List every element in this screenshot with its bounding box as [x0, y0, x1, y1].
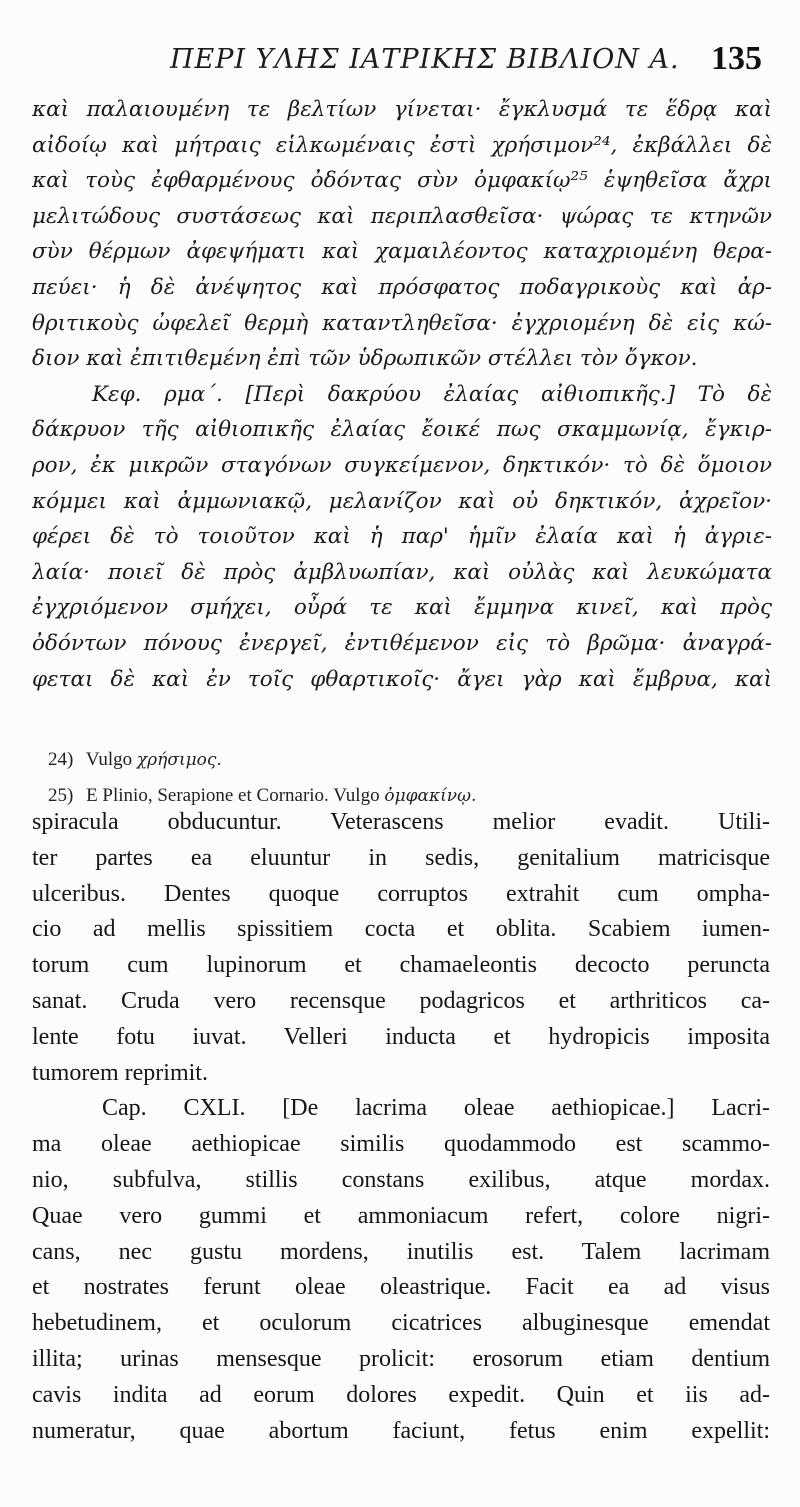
running-head: [150, 40, 762, 80]
greek-line: λαία· ποιεῖ δὲ πρὸς ἀμβλυωπίαν, καὶ οὐλὰς καὶ λευκώματα: [32, 559, 772, 585]
latin-line: tumorem reprimit.: [32, 1059, 208, 1086]
latin-line: numeratur, quae abortum faciunt, fetus enim expellit:: [32, 1417, 770, 1444]
greek-line: ρον, ἐκ μικρῶν σταγόνων συγκείμενον, δηκτικόν· τὸ δὲ ὅμοιον: [32, 452, 772, 478]
latin-line: cio ad mellis spissitiem cocta et oblita. Scabiem iumen-: [32, 916, 770, 943]
greek-text-block: [32, 92, 772, 697]
greek-line: θριτικοὺς ὠφελεῖ θερμὴ καταντληθεῖσα· ἐγχριομένη δὲ εἰς κώ-: [32, 310, 772, 336]
latin-line: cans, nec gustu mordens, inutilis est. Talem lacrimam: [32, 1238, 770, 1265]
latin-text-block: [32, 805, 770, 1449]
latin-line: illita; urinas mensesque prolicit: erosorum etiam dentium: [32, 1345, 770, 1372]
footnote-text: Vulgo: [85, 749, 133, 770]
latin-line: lente fotu iuvat. Velleri inducta et hydropicis imposita: [32, 1023, 770, 1050]
footnote-number: 24): [48, 749, 74, 770]
greek-line: πεύει· ἡ δὲ ἀνέψητος καὶ πρόσφατος ποδαγρικοὺς καὶ ἀρ-: [32, 274, 772, 300]
footnote-greek: ὀμφακίνῳ.: [384, 786, 477, 806]
greek-chapter-heading-line: Κεφ. ρμα΄. [Περὶ δακρύου ἐλαίας αἰθιοπικῆς.] Τὸ δὲ: [92, 381, 772, 407]
footnote-24: [48, 742, 768, 778]
greek-line: καὶ παλαιουμένη τε βελτίων γίνεται· ἔγκλυσμά τε ἕδρᾳ καὶ: [32, 97, 772, 122]
page-number: 135: [711, 40, 762, 77]
latin-line: ulceribus. Dentes quoque corruptos extrahit cum ompha-: [32, 880, 770, 907]
footnote-text: E Plinio, Serapione et Cornario. Vulgo: [86, 785, 380, 806]
footnote-number: 25): [48, 785, 74, 806]
latin-line: cavis indita ad eorum dolores expedit. Quin et iis ad-: [32, 1381, 770, 1408]
greek-line: αἰδοίῳ καὶ μήτραις εἱλκωμέναις ἐστὶ χρήσιμον²⁴, ἐκβάλλει δὲ: [32, 132, 772, 158]
greek-line: καὶ τοὺς ἐφθαρμένους ὀδόντας σὺν ὀμφακίῳ²⁵ ἑψηθεῖσα ἄχρι: [32, 168, 772, 194]
greek-line: φεται δὲ καὶ ἐν τοῖς φθαρτικοῖς· ἄγει γὰρ καὶ ἔμβρυα, καὶ: [32, 666, 772, 692]
latin-line: nio, subfulva, stillis constans exilibus, atque mordax.: [32, 1166, 770, 1193]
latin-line: ter partes ea eluuntur in sedis, genitalium matricisque: [32, 844, 770, 871]
greek-line: κόμμει καὶ ἀμμωνιακῷ, μελανίζον καὶ οὐ δηκτικόν, ἀχρεῖον·: [32, 488, 772, 514]
greek-line: σὺν θέρμων ἀφεψήματι καὶ χαμαιλέοντος καταχριομένη θερα-: [32, 239, 772, 265]
latin-line: et nostrates ferunt oleae oleastrique. Facit ea ad visus: [32, 1274, 770, 1301]
latin-line: Quae vero gummi et ammoniacum refert, colore nigri-: [32, 1202, 770, 1229]
latin-line: hebetudinem, et oculorum cicatrices albuginesque emendat: [32, 1310, 770, 1337]
footnotes: [48, 742, 768, 814]
running-head-title: ΠΕΡΙ ΥΛΗΣ ΙΑΤΡΙΚΗΣ ΒΙΒΛΙΟΝ Α.: [170, 44, 680, 75]
latin-line: sanat. Cruda vero recensque podagricos et arthriticos ca-: [32, 987, 770, 1014]
latin-line: spiracula obducuntur. Veterascens melior evadit. Utili-: [32, 809, 770, 835]
greek-line: δάκρυον τῆς αἰθιοπικῆς ἐλαίας ἔοικέ πως σκαμμωνίᾳ, ἔγκιρ-: [32, 417, 772, 443]
greek-line: ἐγχριόμενον σμήχει, οὖρά τε καὶ ἔμμηνα κινεῖ, καὶ πρὸς: [32, 595, 772, 621]
latin-chapter-heading-line: Cap. CXLI. [De lacrima oleae aethiopicae.] Lacri-: [102, 1095, 770, 1122]
greek-line: μελιτώδους συστάσεως καὶ περιπλασθεῖσα· ψώρας τε κτηνῶν: [32, 203, 772, 229]
latin-line: ma oleae aethiopicae similis quodammodo est scammo-: [32, 1131, 770, 1158]
greek-line: ὀδόντων πόνους ἐνεργεῖ, ἐντιθέμενον εἰς τὸ βρῶμα· ἀναγρά-: [32, 630, 772, 656]
footnote-greek: χρήσιμος.: [136, 750, 222, 770]
greek-line: φέρει δὲ τὸ τοιοῦτον καὶ ἡ παρ' ἡμῖν ἐλαία καὶ ἡ ἀγριε-: [32, 524, 772, 550]
greek-line: διον καὶ ἐπιτιθεμένη ἐπὶ τῶν ὑδρωπικῶν στέλλει τὸν ὄγκον.: [32, 346, 698, 372]
latin-line: torum cum lupinorum et chamaeleontis decocto peruncta: [32, 952, 770, 979]
